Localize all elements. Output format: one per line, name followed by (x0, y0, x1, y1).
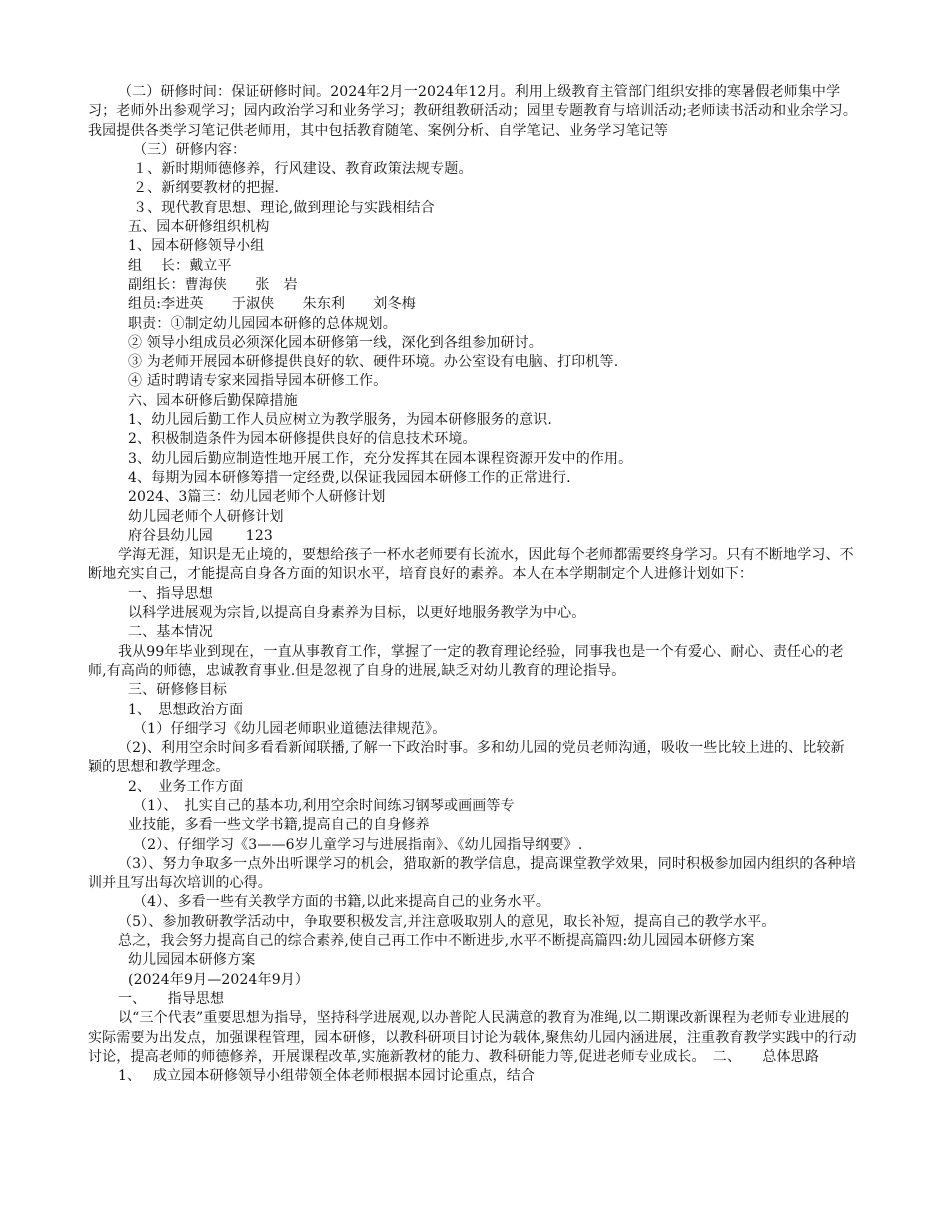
paragraph: 副组长：曹海侠 张 岩 (128, 276, 298, 293)
paragraph: ② 领导小组成员必须深化园本研修第一线，深化到各组参加研讨。 (128, 334, 543, 351)
paragraph: (2024年9月—2024年9月） (128, 971, 310, 988)
paragraph: 业技能，多看一些文学书籍,提高自己的自身修养 (128, 817, 430, 834)
paragraph: 幼儿园老师个人研修计划 (128, 508, 284, 525)
paragraph: （1）、 扎实自己的基本功,利用空余时间练习钢琴或画画等专 (133, 797, 515, 814)
paragraph: 学海无涯，知识是无止境的，要想给孩子一杯水老师要有长流水，因此每个老师都需要终身学习。只有不断地学习、不断地充实自己，才能提高自身各方面的知识水平，培育良好的素养。本人在本学期制定个人进修计划如下： (88, 547, 854, 583)
paragraph: 1、园本研修领导小组 (128, 238, 265, 255)
paragraph: 1、 思想政治方面 (128, 701, 244, 718)
paragraph: 一、指导思想 (128, 585, 213, 602)
paragraph: （三）研修内容： (133, 141, 247, 158)
paragraph: 五、园本研修组织机构 (128, 219, 270, 236)
paragraph: 职责：①制定幼儿园园本研修的总体规划。 (128, 315, 397, 332)
paragraph: 一、 指导思想 (118, 990, 225, 1007)
paragraph: 三、研修修目标 (128, 682, 228, 699)
paragraph: 幼儿园园本研修方案 (128, 952, 256, 969)
paragraph: 六、园本研修后勤保障措施 (128, 392, 298, 409)
paragraph: 总之，我会努力提高自己的综合素养,使自己再工作中不断进步,水平不断提高篇四:幼儿园园本研修方案 (118, 933, 755, 950)
paragraph: 组员:李进英 于淑侠 朱东利 刘冬梅 (128, 296, 416, 313)
paragraph: （二）研修时间：保证研修时间。2024年2月一2024年12月。利用上级教育主管部门组织安排的寒暑假老师集中学习；老师外出参观学习；园内政治学习和业务学习；教研组教研活动；园里专题教育与培训活动;老师读书活动和业余学习。我园提供各类学习笔记供老师用，其中包括教育随笔、案例分析、自学笔记、业务学习笔记等 (88, 84, 857, 139)
paragraph: 府谷县幼儿园 123 (128, 527, 273, 544)
paragraph: （1）仔细学习《幼儿园老师职业道德法律规范》。 (133, 720, 447, 737)
paragraph: ④ 适时聘请专家来园指导园本研修工作。 (128, 373, 388, 390)
paragraph: （5）、参加教研教学活动中，争取要积极发言,并注意吸取别人的意见，取长补短，提高自己的教学水平。 (118, 913, 776, 930)
paragraph: （2)、利用空余时间多看看新闻联播,了解一下政治时事。多和幼儿园的党员老师沟通，吸收一些比较上进的、比较新颖的思想和教学理念。 (88, 740, 845, 776)
paragraph: 以“三个代表”重要思想为指导，坚持科学进展观,以办普陀人民满意的教育为准绳,以二期课改新课程为老师专业进展的实际需要为出发点，加强课程管理，园本研修，以教科研项目讨论为载体,聚焦幼儿园内涵进展，注重教育教学实践中的行动讨论，提高老师的师德修养，开展课程改革,实施新教材的能力、教科研能力等,促进老师专业成长。 二、 总体思路 (88, 1010, 857, 1065)
paragraph: 1、幼儿园后勤工作人员应树立为教学服务，为园本研修服务的意识. (128, 412, 553, 429)
paragraph: （4）、多看一些有关教学方面的书籍,以此来提高自己的业务水平。 (133, 894, 551, 911)
paragraph: ③ 为老师开展园本研修提供良好的软、硬件环境。办公室设有电脑、打印机等. (128, 354, 619, 371)
paragraph: 组 长：戴立平 (128, 257, 232, 274)
paragraph: 二、基本情况 (128, 624, 213, 641)
paragraph: 我从99年毕业到现在，一直从事教育工作，掌握了一定的教育理论经验，同事我也是一个有爱心、耐心、责任心的老师,有高尚的师德，忠诚教育事业.但是忽视了自身的进展,缺乏对幼儿教育的理论指导。 (88, 643, 844, 679)
paragraph: 2、积极制造条件为园本研修提供良好的信息技术环境。 (128, 431, 477, 448)
paragraph: ２、新纲要教材的把握. (133, 180, 280, 197)
paragraph: 2024、3篇三：幼儿园老师个人研修计划 (128, 489, 386, 506)
paragraph: 3、幼儿园后勤应制造性地开展工作，充分发挥其在园本课程资源开发中的作用。 (128, 450, 633, 467)
paragraph: 以科学进展观为宗旨,以提高自身素养为目标，以更好地服务教学为中心。 (128, 605, 586, 622)
paragraph: 2、 业务工作方面 (128, 778, 244, 795)
paragraph: ３、现代教育思想、理论,做到理论与实践相结合 (133, 199, 435, 216)
paragraph: （2）、仔细学习《3——6岁儿童学习与进展指南》、《幼儿园指导纲要》. (133, 836, 583, 853)
paragraph: （3）、努力争取多一点外出听课学习的机会，猎取新的教学信息，提高课堂教学效果，同时积极参加园内组织的各种培训并且写出每次培训的心得。 (88, 855, 856, 892)
paragraph: １、新时期师德修养，行风建设、教育政策法规专题。 (133, 161, 473, 178)
paragraph: 4、每期为园本研修筹措一定经费,以保证我园园本研修工作的正常进行. (128, 469, 571, 486)
paragraph: 1、 成立园本研修领导小组带领全体老师根据本园讨论重点，结合 (118, 1068, 536, 1085)
document-body (88, 83, 858, 1086)
